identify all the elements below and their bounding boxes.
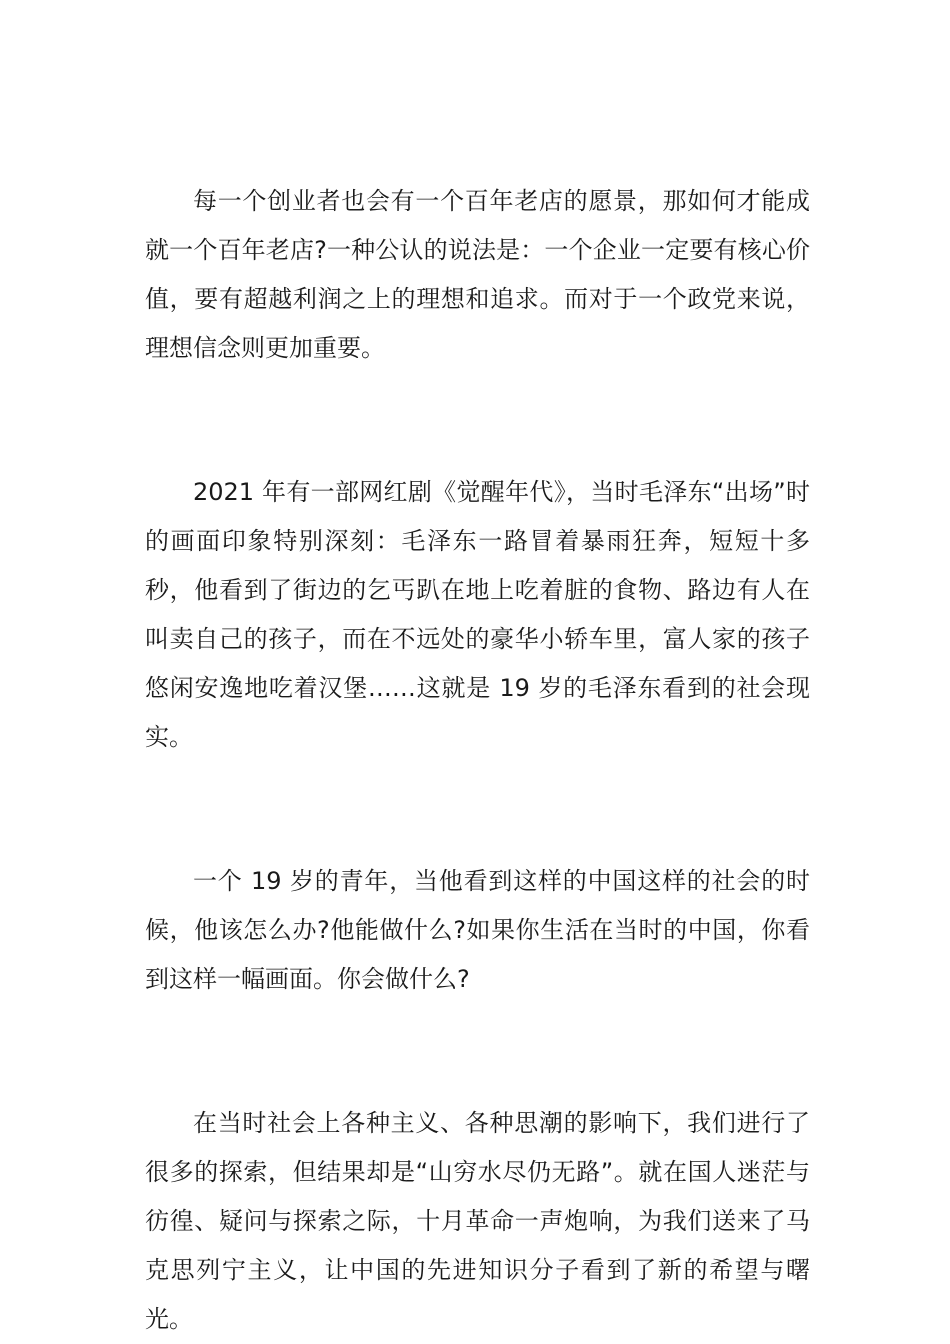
document-body: [145, 177, 810, 1344]
paragraph-3: 一个 19 岁的青年，当他看到这样的中国这样的社会的时候，他该怎么办?他能做什么?如果你生活在当时的中国，你看到这样一幅画面。你会做什么?: [145, 867, 810, 993]
paragraph-4: 在当时社会上各种主义、各种思潮的影响下，我们进行了很多的探索，但结果却是“山穷水尽仍无路”。就在国人迷茫与彷徨、疑问与探索之际，十月革命一声炮响，为我们送来了马克思列宁主义，让中国的先进知识分子看到了新的希望与曙光。: [145, 1109, 810, 1333]
paragraph-1: 每一个创业者也会有一个百年老店的愿景，那如何才能成就一个百年老店?一种公认的说法是：一个企业一定要有核心价值，要有超越利润之上的理想和追求。而对于一个政党来说，理想信念则更加重要。: [145, 187, 810, 362]
paragraph-2: 2021 年有一部网红剧《觉醒年代》，当时毛泽东“出场”时的画面印象特别深刻：毛泽东一路冒着暴雨狂奔，短短十多秒，他看到了街边的乞丐趴在地上吃着脏的食物、路边有人在叫卖自己的孩子，而在不远处的豪华小轿车里，富人家的孩子悠闲安逸地吃着汉堡……这就是 19 岁的毛泽东看到的社会现实。: [145, 478, 810, 751]
